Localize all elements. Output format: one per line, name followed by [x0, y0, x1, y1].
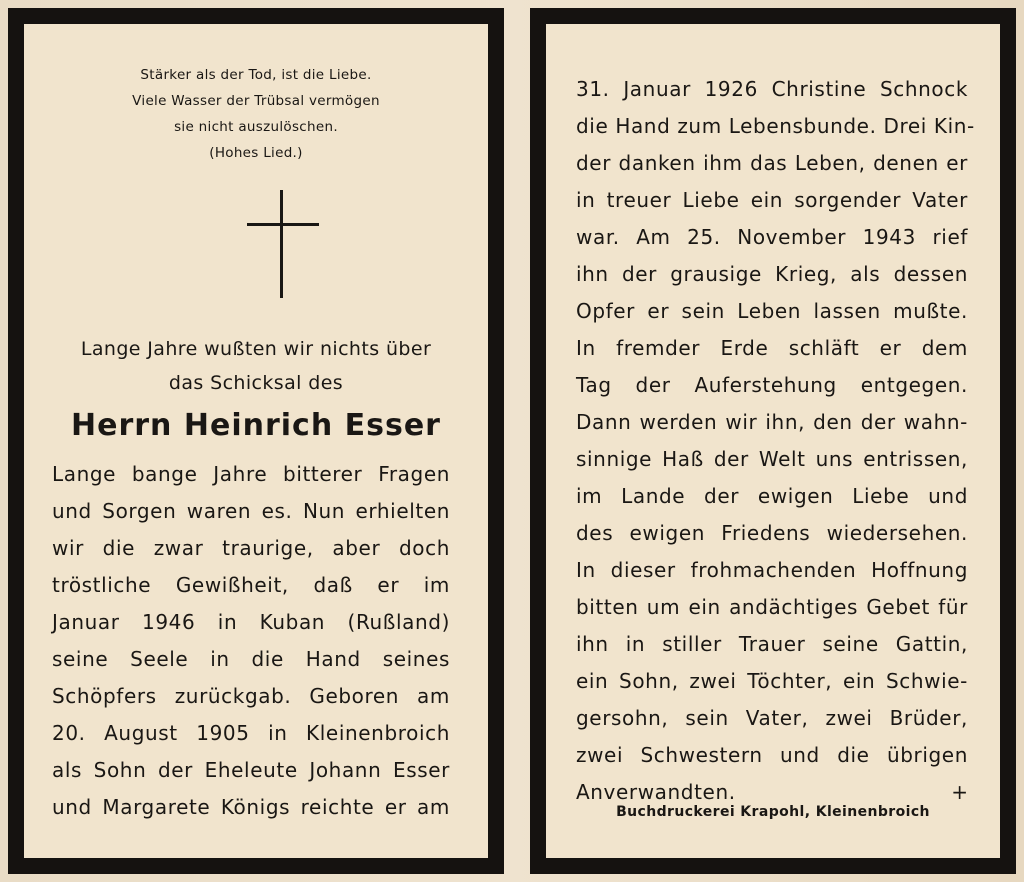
- text-line: tröstliche Gewißheit, daß er im: [52, 573, 450, 597]
- text-line: 31. Januar 1926 Christine Schnock: [576, 77, 968, 101]
- text-line: die Hand zum Lebensbunde. Drei Kin-: [576, 114, 975, 138]
- text-line: Opfer er sein Leben lassen mußte.: [576, 299, 968, 323]
- left-page: [8, 8, 504, 874]
- text-line: ein Sohn, zwei Töchter, ein Schwie-: [576, 669, 968, 693]
- text-line: Lange bange Jahre bitterer Fragen: [52, 462, 450, 486]
- text-line: war. Am 25. November 1943 rief: [576, 225, 968, 249]
- text-line: und Sorgen waren es. Nun erhielten: [52, 499, 450, 523]
- text-line: ihn in stiller Trauer seine Gattin,: [576, 632, 968, 656]
- text-line: In dieser frohmachenden Hoffnung: [576, 558, 968, 582]
- text-line: sinnige Haß der Welt uns entrissen,: [576, 447, 968, 471]
- cross-icon: [247, 190, 319, 298]
- text-line: bitten um ein andächtiges Gebet für: [576, 595, 968, 619]
- motto-line: Viele Wasser der Trübsal vermögen: [132, 93, 380, 109]
- text-line: als Sohn der Eheleute Johann Esser: [52, 758, 450, 782]
- text-line: ihn der grausige Krieg, als dessen: [576, 262, 968, 286]
- small-cross-icon: +: [951, 780, 968, 804]
- text-line: seine Seele in die Hand seines: [52, 647, 450, 671]
- text-line: und Margarete Königs reichte er am: [52, 795, 450, 819]
- text-line: Januar 1946 in Kuban (Rußland): [52, 610, 450, 634]
- text-line: in treuer Liebe ein sorgender Vater: [576, 188, 968, 212]
- text-line: des ewigen Friedens wiedersehen.: [576, 521, 968, 545]
- motto-quote: [24, 62, 488, 166]
- right-page-paper: [546, 24, 1000, 858]
- intro-line: Lange Jahre wußten wir nichts über: [80, 338, 432, 360]
- text-line: im Lande der ewigen Liebe und: [576, 484, 968, 508]
- intro-line: das Schicksal des: [168, 372, 344, 394]
- right-page: [530, 8, 1016, 874]
- motto-line: sie nicht auszulöschen.: [174, 119, 338, 135]
- text-line: zwei Schwestern und die übrigen: [576, 743, 968, 767]
- right-body-text: [546, 71, 1000, 811]
- motto-line: Stärker als der Tod, ist die Liebe.: [140, 67, 372, 83]
- text-line-last: Anverwandten.: [576, 780, 736, 804]
- left-body-text: [24, 456, 488, 826]
- text-line: der danken ihm das Leben, denen er: [576, 151, 968, 175]
- text-line: Dann werden wir ihn, den der wahn-: [576, 410, 968, 434]
- motto-source: (Hohes Lied.): [209, 145, 303, 161]
- text-line: Schöpfers zurückgab. Geboren am: [52, 684, 450, 708]
- text-line: In fremder Erde schläft er dem: [576, 336, 968, 360]
- printer-credit: Buchdruckerei Krapohl, Kleinenbroich: [616, 804, 930, 820]
- left-page-paper: [24, 24, 488, 858]
- text-line: 20. August 1905 in Kleinenbroich: [52, 721, 450, 745]
- text-line: wir die zwar traurige, aber doch: [52, 536, 450, 560]
- deceased-name: Herrn Heinrich Esser: [71, 408, 441, 443]
- intro-text: [24, 332, 488, 400]
- text-line: Tag der Auferstehung entgegen.: [576, 373, 968, 397]
- text-line: gersohn, sein Vater, zwei Brüder,: [576, 706, 968, 730]
